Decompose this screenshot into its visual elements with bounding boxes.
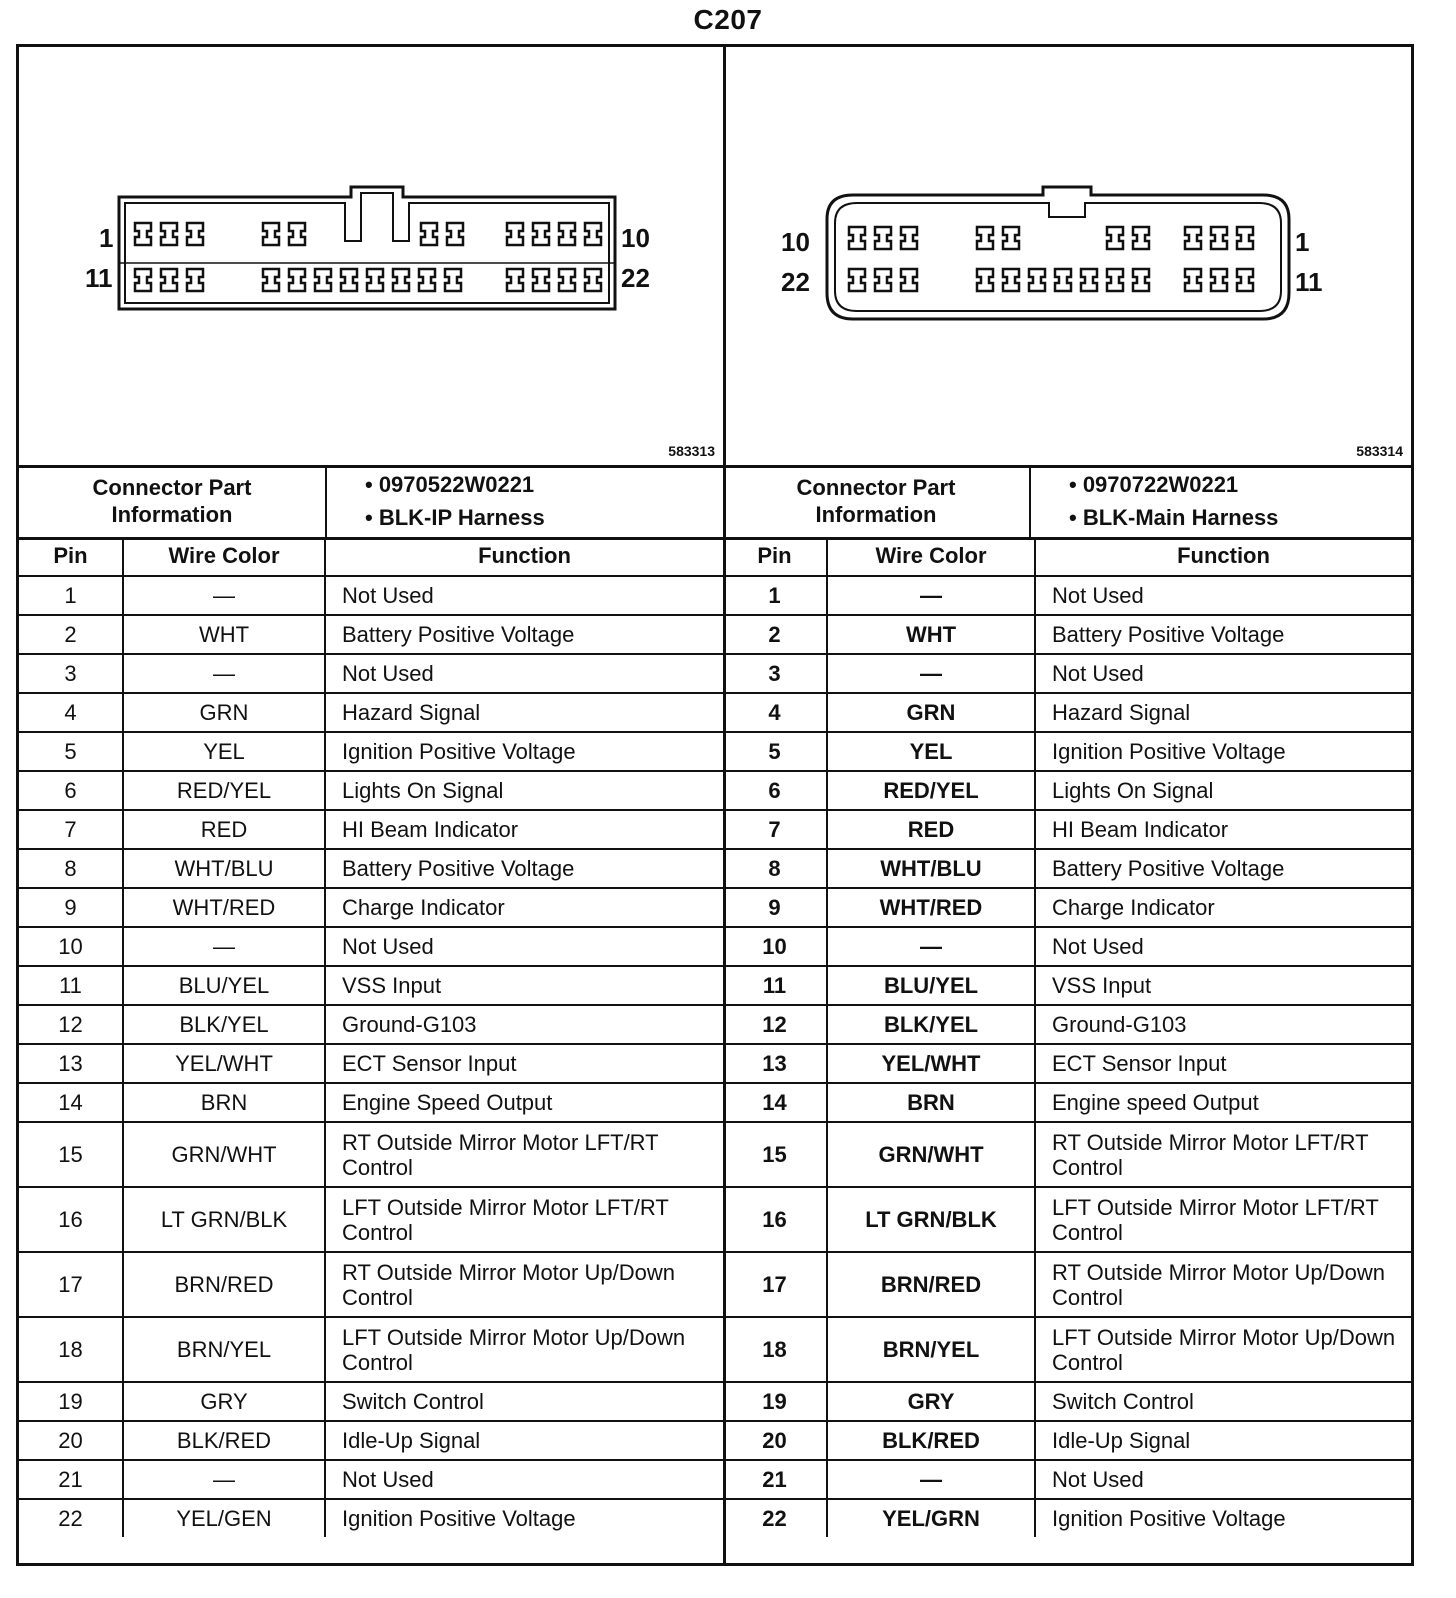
function-cell: Battery Positive Voltage xyxy=(325,615,723,654)
pin-cavity xyxy=(419,269,435,291)
pin-cavity xyxy=(875,269,891,291)
part-number: • 0970522W0221 xyxy=(365,472,535,497)
left-table-body xyxy=(19,576,723,1537)
pin-cell: 20 xyxy=(19,1421,123,1460)
function-cell: Ignition Positive Voltage xyxy=(1035,732,1411,771)
wire-color-cell: BLU/YEL xyxy=(827,966,1035,1005)
table-row xyxy=(19,1460,723,1499)
pin-cavity xyxy=(315,269,331,291)
table-row xyxy=(19,810,723,849)
wire-color-cell: WHT/RED xyxy=(123,888,325,927)
pin-cavity xyxy=(1185,227,1201,249)
part-number: • 0970722W0221 xyxy=(1069,472,1239,497)
pin-cell: 16 xyxy=(723,1187,827,1252)
pin-cell: 10 xyxy=(19,927,123,966)
pin-cavity xyxy=(1211,269,1227,291)
pin-cavity xyxy=(341,269,357,291)
pin-cell: 1 xyxy=(19,576,123,615)
table-row xyxy=(723,615,1411,654)
left-connector-diagram xyxy=(19,47,723,468)
pin-label-top-left: 1 xyxy=(99,223,114,253)
table-row xyxy=(723,1499,1411,1537)
table-row xyxy=(19,732,723,771)
function-cell: Ignition Positive Voltage xyxy=(1035,1499,1411,1537)
function-cell: Switch Control xyxy=(1035,1382,1411,1421)
right-connector-panel xyxy=(723,47,1411,1563)
pin-cell: 17 xyxy=(19,1252,123,1317)
wire-color-cell: YEL/WHT xyxy=(827,1044,1035,1083)
function-cell: Lights On Signal xyxy=(1035,771,1411,810)
function-cell: VSS Input xyxy=(1035,966,1411,1005)
table-row xyxy=(723,1252,1411,1317)
pin-cavity xyxy=(447,223,463,245)
wire-color-cell: BRN/RED xyxy=(123,1252,325,1317)
wire-color-cell: LT GRN/BLK xyxy=(123,1187,325,1252)
table-row xyxy=(19,1122,723,1187)
pin-cell: 16 xyxy=(19,1187,123,1252)
pin-cell: 7 xyxy=(723,810,827,849)
wire-color-cell: — xyxy=(123,654,325,693)
pin-cell: 4 xyxy=(723,693,827,732)
pin-cell: 11 xyxy=(19,966,123,1005)
wire-color-cell: LT GRN/BLK xyxy=(827,1187,1035,1252)
function-cell: ECT Sensor Input xyxy=(1035,1044,1411,1083)
pin-cell: 4 xyxy=(19,693,123,732)
header-function: Function xyxy=(325,537,723,576)
pin-cavity xyxy=(1237,269,1253,291)
wire-color-cell: BRN/RED xyxy=(827,1252,1035,1317)
table-row xyxy=(723,1005,1411,1044)
pin-cavity xyxy=(187,223,203,245)
table-row xyxy=(723,966,1411,1005)
table-row xyxy=(19,927,723,966)
wire-color-cell: GRY xyxy=(827,1382,1035,1421)
pin-cavity xyxy=(1081,269,1097,291)
pin-cavity xyxy=(1107,227,1123,249)
pin-cavity xyxy=(901,227,917,249)
wire-color-cell: BLK/YEL xyxy=(123,1005,325,1044)
function-cell: Ground-G103 xyxy=(1035,1005,1411,1044)
pin-cell: 8 xyxy=(19,849,123,888)
pin-cell: 6 xyxy=(19,771,123,810)
pin-cell: 5 xyxy=(723,732,827,771)
pin-cavity xyxy=(1133,269,1149,291)
pin-cavity xyxy=(585,223,601,245)
table-row xyxy=(723,693,1411,732)
pin-cavity xyxy=(585,269,601,291)
wire-color-cell: — xyxy=(827,927,1035,966)
wire-color-cell: GRN/WHT xyxy=(827,1122,1035,1187)
pin-cell: 18 xyxy=(723,1317,827,1382)
function-cell: Not Used xyxy=(1035,654,1411,693)
wire-color-cell: BLK/RED xyxy=(827,1421,1035,1460)
function-cell: HI Beam Indicator xyxy=(325,810,723,849)
function-cell: Charge Indicator xyxy=(1035,888,1411,927)
wire-color-cell: YEL/WHT xyxy=(123,1044,325,1083)
pin-cavity xyxy=(421,223,437,245)
function-cell: Not Used xyxy=(325,927,723,966)
pin-cell: 21 xyxy=(19,1460,123,1499)
wire-color-cell: BRN xyxy=(123,1083,325,1122)
pin-cell: 13 xyxy=(723,1044,827,1083)
function-cell: LFT Outside Mirror Motor LFT/RT Control xyxy=(325,1187,723,1252)
left-pinout-table xyxy=(19,537,723,1537)
wire-color-cell: — xyxy=(827,1460,1035,1499)
pin-cell: 14 xyxy=(19,1083,123,1122)
pin-cavity xyxy=(533,269,549,291)
function-cell: Switch Control xyxy=(325,1382,723,1421)
wire-color-cell: BRN xyxy=(827,1083,1035,1122)
page-title: C207 xyxy=(693,4,763,35)
function-cell: Hazard Signal xyxy=(325,693,723,732)
table-row xyxy=(723,849,1411,888)
wire-color-cell: — xyxy=(123,1460,325,1499)
part-info-label: Connector Part Information xyxy=(723,465,1031,537)
wire-color-cell: RED xyxy=(827,810,1035,849)
table-row xyxy=(723,1460,1411,1499)
wire-color-cell: YEL/GEN xyxy=(123,1499,325,1537)
header-pin: Pin xyxy=(19,537,123,576)
pin-cavity xyxy=(849,269,865,291)
table-header-row xyxy=(723,537,1411,576)
function-cell: RT Outside Mirror Motor LFT/RT Control xyxy=(325,1122,723,1187)
pin-cavity xyxy=(135,223,151,245)
pin-cell: 18 xyxy=(19,1317,123,1382)
function-cell: Ground-G103 xyxy=(325,1005,723,1044)
wire-color-cell: GRN xyxy=(123,693,325,732)
pin-cell: 8 xyxy=(723,849,827,888)
table-row xyxy=(723,732,1411,771)
header-wire-color: Wire Color xyxy=(827,537,1035,576)
table-row xyxy=(723,1044,1411,1083)
pin-cell: 5 xyxy=(19,732,123,771)
pin-cavity xyxy=(507,269,523,291)
pin-cavity xyxy=(1133,227,1149,249)
pin-cavity xyxy=(533,223,549,245)
function-cell: Battery Positive Voltage xyxy=(325,849,723,888)
table-row xyxy=(19,1499,723,1537)
wire-color-cell: YEL xyxy=(827,732,1035,771)
table-row xyxy=(19,1083,723,1122)
pin-cavity xyxy=(1029,269,1045,291)
table-row xyxy=(19,1005,723,1044)
table-row xyxy=(19,849,723,888)
pin-cavity xyxy=(263,269,279,291)
wire-color-cell: WHT xyxy=(827,615,1035,654)
pin-cavity xyxy=(1003,269,1019,291)
left-part-info xyxy=(19,465,723,540)
function-cell: RT Outside Mirror Motor Up/Down Control xyxy=(325,1252,723,1317)
pin-cavity xyxy=(1237,227,1253,249)
pin-cell: 1 xyxy=(723,576,827,615)
right-connector-diagram xyxy=(723,47,1411,468)
function-cell: Not Used xyxy=(325,654,723,693)
table-row xyxy=(723,771,1411,810)
table-row xyxy=(19,771,723,810)
pin-label-top-left: 10 xyxy=(781,227,810,257)
pin-cell: 11 xyxy=(723,966,827,1005)
wire-color-cell: WHT/RED xyxy=(827,888,1035,927)
pin-cell: 10 xyxy=(723,927,827,966)
function-cell: VSS Input xyxy=(325,966,723,1005)
function-cell: Idle-Up Signal xyxy=(325,1421,723,1460)
table-row xyxy=(19,966,723,1005)
table-row xyxy=(723,1122,1411,1187)
table-row xyxy=(723,1382,1411,1421)
left-connector-panel xyxy=(19,47,726,1563)
function-cell: Battery Positive Voltage xyxy=(1035,849,1411,888)
wire-color-cell: BRN/YEL xyxy=(827,1317,1035,1382)
pin-label-top-right: 10 xyxy=(621,223,650,253)
function-cell: Not Used xyxy=(325,576,723,615)
pin-cell: 15 xyxy=(19,1122,123,1187)
pin-cavity xyxy=(1185,269,1201,291)
pin-cell: 9 xyxy=(19,888,123,927)
function-cell: Ignition Positive Voltage xyxy=(325,732,723,771)
pin-cavity xyxy=(445,269,461,291)
function-cell: RT Outside Mirror Motor LFT/RT Control xyxy=(1035,1122,1411,1187)
wire-color-cell: WHT/BLU xyxy=(123,849,325,888)
pin-cell: 13 xyxy=(19,1044,123,1083)
pin-cell: 21 xyxy=(723,1460,827,1499)
wire-color-cell: WHT/BLU xyxy=(827,849,1035,888)
pin-cavity xyxy=(161,223,177,245)
function-cell: HI Beam Indicator xyxy=(1035,810,1411,849)
pin-cell: 22 xyxy=(723,1499,827,1537)
pin-cell: 20 xyxy=(723,1421,827,1460)
pin-cavity xyxy=(1055,269,1071,291)
wire-color-cell: BLK/YEL xyxy=(827,1005,1035,1044)
part-info-label: Connector Part Information xyxy=(19,465,327,537)
pin-cavity xyxy=(161,269,177,291)
function-cell: Ignition Positive Voltage xyxy=(325,1499,723,1537)
wire-color-cell: RED/YEL xyxy=(123,771,325,810)
part-info-values xyxy=(325,465,723,537)
pin-cell: 22 xyxy=(19,1499,123,1537)
pin-cavity xyxy=(977,227,993,249)
pin-cavity xyxy=(263,223,279,245)
pin-cell: 6 xyxy=(723,771,827,810)
figure-number: 583313 xyxy=(668,443,715,459)
pin-label-bottom-right: 11 xyxy=(1295,267,1323,297)
pin-cavity xyxy=(977,269,993,291)
table-row xyxy=(19,888,723,927)
pin-cell: 12 xyxy=(19,1005,123,1044)
pin-cavity xyxy=(559,269,575,291)
table-row xyxy=(723,1317,1411,1382)
table-header-row xyxy=(19,537,723,576)
part-info-values xyxy=(1029,465,1411,537)
pin-cavity xyxy=(187,269,203,291)
figure-number: 583314 xyxy=(1356,443,1403,459)
right-table-body xyxy=(723,576,1411,1537)
pin-cell: 12 xyxy=(723,1005,827,1044)
connector-shell-outline xyxy=(827,187,1289,319)
wire-color-cell: BLU/YEL xyxy=(123,966,325,1005)
pin-cavity xyxy=(875,227,891,249)
function-cell: RT Outside Mirror Motor Up/Down Control xyxy=(1035,1252,1411,1317)
pin-cavity xyxy=(559,223,575,245)
wire-color-cell: — xyxy=(827,576,1035,615)
right-connector-drawing xyxy=(723,47,1413,465)
wire-color-cell: YEL xyxy=(123,732,325,771)
pin-cavity xyxy=(507,223,523,245)
pin-cavity xyxy=(289,223,305,245)
wire-color-cell: GRY xyxy=(123,1382,325,1421)
table-row xyxy=(19,1252,723,1317)
wire-color-cell: BLK/RED xyxy=(123,1421,325,1460)
wire-color-cell: BRN/YEL xyxy=(123,1317,325,1382)
table-row xyxy=(19,693,723,732)
function-cell: Hazard Signal xyxy=(1035,693,1411,732)
function-cell: Not Used xyxy=(1035,576,1411,615)
pin-cavity xyxy=(367,269,383,291)
table-row xyxy=(723,1187,1411,1252)
pin-label-bottom-right: 22 xyxy=(621,263,650,293)
harness-name: • BLK-IP Harness xyxy=(365,505,545,530)
function-cell: LFT Outside Mirror Motor Up/Down Control xyxy=(325,1317,723,1382)
function-cell: Not Used xyxy=(325,1460,723,1499)
connector-shell-inner xyxy=(835,203,1281,311)
header-pin: Pin xyxy=(723,537,827,576)
table-row xyxy=(19,615,723,654)
table-row xyxy=(19,1421,723,1460)
function-cell: Engine Speed Output xyxy=(325,1083,723,1122)
pin-cavity xyxy=(1003,227,1019,249)
pin-label-bottom-left: 22 xyxy=(781,267,810,297)
wire-color-cell: WHT xyxy=(123,615,325,654)
pin-label-bottom-left: 11 xyxy=(85,263,113,293)
pin-cavity xyxy=(289,269,305,291)
table-row xyxy=(19,1044,723,1083)
function-cell: Charge Indicator xyxy=(325,888,723,927)
wire-color-cell: YEL/GRN xyxy=(827,1499,1035,1537)
function-cell: ECT Sensor Input xyxy=(325,1044,723,1083)
pin-cavity xyxy=(393,269,409,291)
pin-cell: 2 xyxy=(19,615,123,654)
wire-color-cell: RED xyxy=(123,810,325,849)
table-row xyxy=(723,888,1411,927)
wire-color-cell: RED/YEL xyxy=(827,771,1035,810)
connector-chart xyxy=(16,44,1414,1566)
pin-cavity xyxy=(849,227,865,249)
table-row xyxy=(723,1083,1411,1122)
header-wire-color: Wire Color xyxy=(123,537,325,576)
function-cell: LFT Outside Mirror Motor LFT/RT Control xyxy=(1035,1187,1411,1252)
table-row xyxy=(19,1317,723,1382)
wire-color-cell: GRN/WHT xyxy=(123,1122,325,1187)
function-cell: Not Used xyxy=(1035,927,1411,966)
function-cell: Engine speed Output xyxy=(1035,1083,1411,1122)
header-function: Function xyxy=(1035,537,1411,576)
right-part-info xyxy=(723,465,1411,540)
table-row xyxy=(723,927,1411,966)
table-row xyxy=(19,1187,723,1252)
pin-cell: 3 xyxy=(19,654,123,693)
function-cell: Battery Positive Voltage xyxy=(1035,615,1411,654)
pin-cavity xyxy=(135,269,151,291)
pin-cell: 9 xyxy=(723,888,827,927)
table-row xyxy=(723,1421,1411,1460)
pin-cell: 19 xyxy=(723,1382,827,1421)
table-row xyxy=(723,810,1411,849)
wire-color-cell: GRN xyxy=(827,693,1035,732)
table-row xyxy=(19,1382,723,1421)
table-row xyxy=(723,576,1411,615)
right-pinout-table xyxy=(723,537,1411,1537)
function-cell: LFT Outside Mirror Motor Up/Down Control xyxy=(1035,1317,1411,1382)
table-row xyxy=(723,654,1411,693)
table-row xyxy=(19,654,723,693)
wire-color-cell: — xyxy=(123,576,325,615)
wire-color-cell: — xyxy=(123,927,325,966)
left-connector-drawing xyxy=(19,47,723,465)
wire-color-cell: — xyxy=(827,654,1035,693)
table-row xyxy=(19,576,723,615)
pin-cell: 3 xyxy=(723,654,827,693)
pin-cell: 19 xyxy=(19,1382,123,1421)
harness-name: • BLK-Main Harness xyxy=(1069,505,1279,530)
pin-cell: 14 xyxy=(723,1083,827,1122)
pin-cell: 15 xyxy=(723,1122,827,1187)
pin-cell: 7 xyxy=(19,810,123,849)
function-cell: Lights On Signal xyxy=(325,771,723,810)
pin-cell: 2 xyxy=(723,615,827,654)
pin-cavity xyxy=(901,269,917,291)
pin-cavity xyxy=(1107,269,1123,291)
pin-cavity xyxy=(1211,227,1227,249)
pin-cell: 17 xyxy=(723,1252,827,1317)
pin-label-top-right: 1 xyxy=(1295,227,1310,257)
function-cell: Not Used xyxy=(1035,1460,1411,1499)
function-cell: Idle-Up Signal xyxy=(1035,1421,1411,1460)
